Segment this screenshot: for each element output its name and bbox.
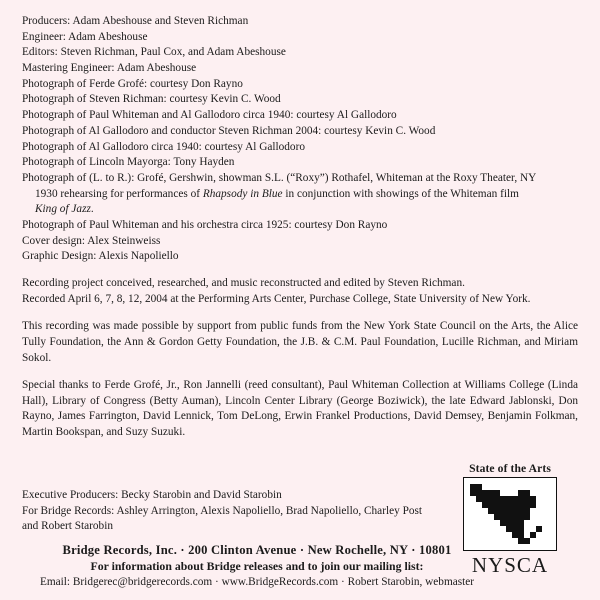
executive-line1: Executive Producers: Becky Starobin and David Starobin: [22, 488, 282, 501]
new-york-state-map-icon: [463, 477, 557, 551]
funding-block: This recording was made possible by support from public funds from the New York State Council on the Arts, the Alice Tully Foundation, the Ann & Gordon Getty Foundation, the J.B. & C.M. Paul Foundation, Lucille Richman, and Miriam Sokol.: [22, 319, 578, 364]
credit-line: Graphic Design: Alexis Napoliello: [22, 250, 179, 263]
credit-line: Mastering Engineer: Adam Abeshouse: [22, 62, 197, 75]
recording-block: [22, 276, 578, 308]
executive-producers-block: [22, 488, 492, 535]
bridge-records-info: [22, 543, 492, 588]
credit-line: Photograph of Al Gallodoro circa 1940: courtesy Al Gallodoro: [22, 140, 305, 153]
roxy-photo-line3-post: .: [90, 203, 94, 216]
roxy-photo-credit: [22, 171, 578, 218]
special-thanks-block: Special thanks to Ferde Grofé, Jr., Ron Jannelli (reed consultant), Paul Whiteman Collection at Williams College (Linda Hall), Library of Congress (Betty Auman), Lincoln Center Library (George Boziwick), the late Edward Jablonski, Don Rayno, James Farrington, David Lennick, Tom DeLong, Erwin Frankel Productions, David Demsey, Benjamin Folkman, Martin Bookspan, and Suzy Suzuki.: [22, 378, 578, 439]
credit-line: Photograph of Steven Richman: courtesy Kevin C. Wood: [22, 93, 281, 106]
roxy-photo-line2: [22, 187, 578, 203]
credit-line: Photograph of Al Gallodoro and conductor Steven Richman 2004: courtesy Kevin C. Wood: [22, 124, 436, 137]
footer: [22, 462, 578, 588]
recording-line1: Recording project conceived, researched, and music reconstructed and edited by Steven Richman.: [22, 277, 465, 289]
nysca-tagline: State of the Arts: [469, 462, 551, 475]
credits-block: [22, 14, 578, 265]
bridge-address: Bridge Records, Inc. · 200 Clinton Avenue · New Rochelle, NY · 10801: [62, 543, 452, 557]
credit-line: Photograph of Paul Whiteman and Al Gallodoro circa 1940: courtesy Al Gallodoro: [22, 109, 397, 122]
credit-line: Engineer: Adam Abeshouse: [22, 30, 148, 43]
roxy-photo-line3: [22, 202, 578, 218]
credit-line: Cover design: Alex Steinweiss: [22, 234, 161, 247]
credit-line: Photograph of Lincoln Mayorga: Tony Hayden: [22, 156, 235, 169]
bridge-mailing-list-invite: For information about Bridge releases and to join our mailing list:: [90, 559, 424, 573]
executive-line2: For Bridge Records: Ashley Arrington, Alexis Napoliello, Brad Napoliello, Charley Post: [22, 504, 423, 517]
recording-line2: Recorded April 6, 7, 8, 12, 2004 at the Performing Arts Center, Purchase College, State University of New York.: [22, 292, 531, 305]
roxy-photo-line1: Photograph of (L. to R.): Grofé, Gershwin, showman S.L. (“Roxy”) Rothafel, Whiteman at the Roxy Theater, NY: [22, 171, 537, 184]
roxy-photo-line2-post: in conjunction with showings of the Whiteman film: [282, 187, 519, 200]
credit-line: Editors: Steven Richman, Paul Cox, and Adam Abeshouse: [22, 46, 286, 59]
credit-line: Producers: Adam Abeshouse and Steven Richman: [22, 15, 249, 27]
credit-line: Photograph of Ferde Grofé: courtesy Don Rayno: [22, 77, 243, 90]
nysca-wordmark: NYSCA: [471, 553, 549, 577]
rhapsody-in-blue-title: Rhapsody in Blue: [202, 187, 283, 200]
bridge-contact: Email: Bridgerec@bridgerecords.com · www.BridgeRecords.com · Robert Starobin, webmaster: [39, 576, 475, 588]
nysca-logo-block: [456, 462, 564, 578]
king-of-jazz-title: King of Jazz: [35, 203, 91, 216]
credit-line: Photograph of Paul Whiteman and his orchestra circa 1925: courtesy Don Rayno: [22, 218, 388, 231]
roxy-photo-line2-pre: 1930 rehearsing for performances of: [35, 187, 203, 200]
executive-line3: and Robert Starobin: [22, 520, 113, 533]
